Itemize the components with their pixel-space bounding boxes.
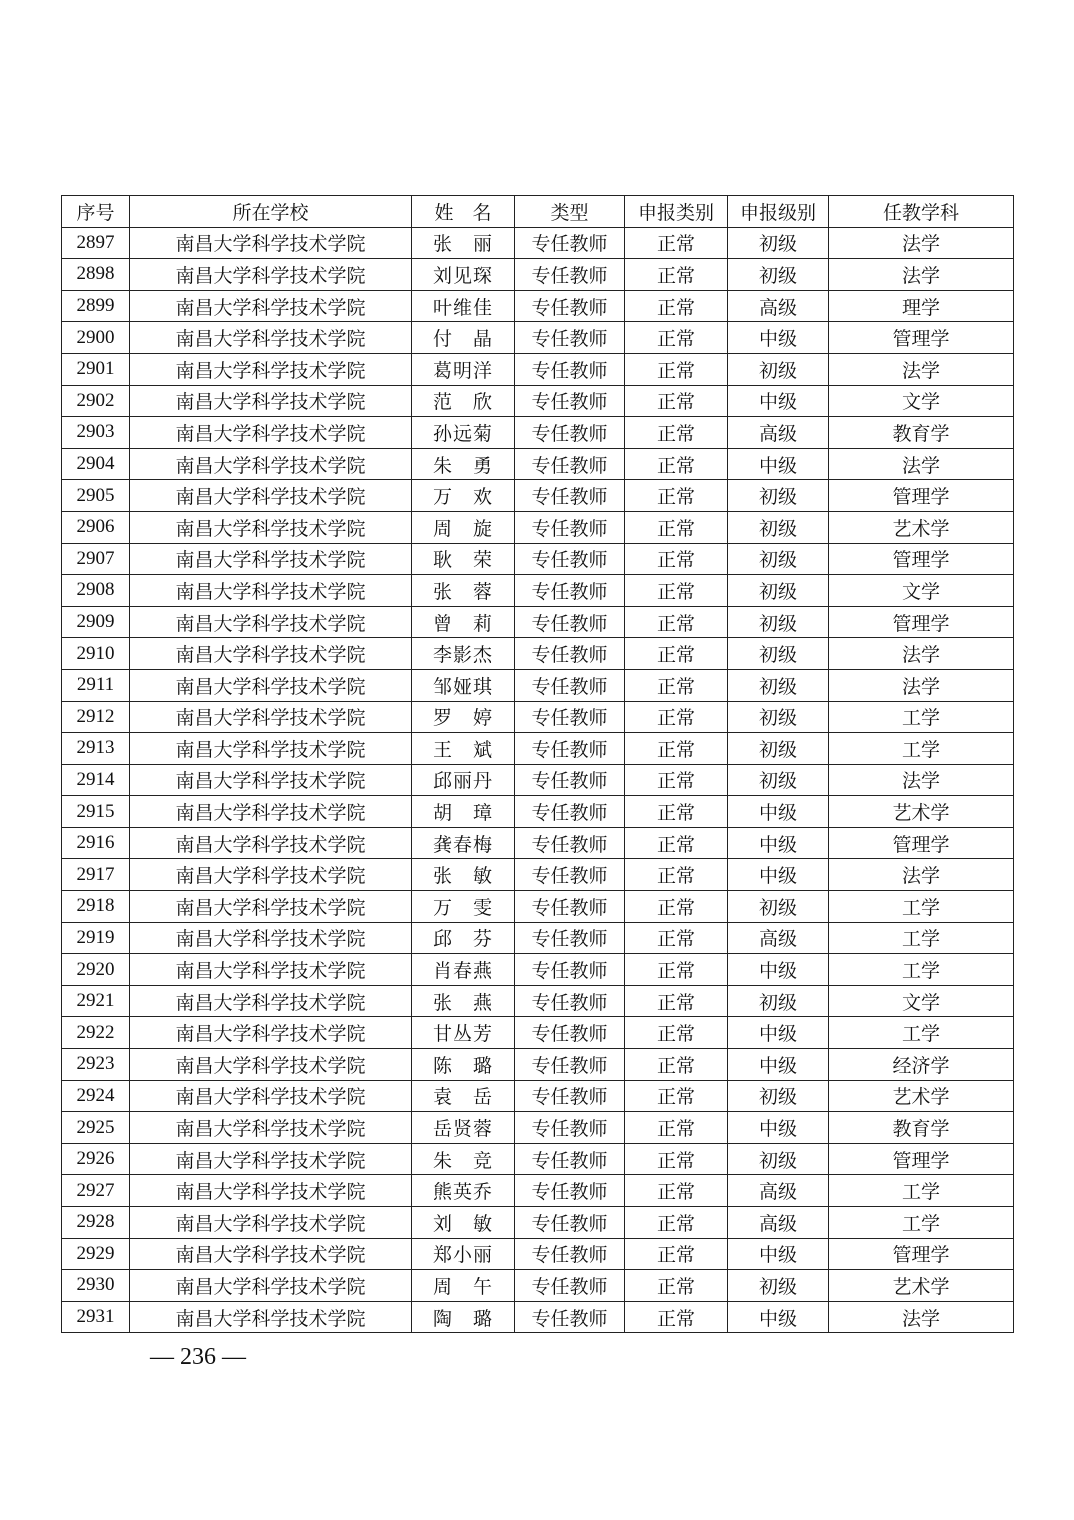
cell-category: 正常 [625,227,728,259]
table-row [62,701,1014,733]
cell-category: 正常 [625,638,728,670]
table-row [62,480,1014,512]
cell-category: 正常 [625,417,728,449]
cell-index: 2907 [62,543,130,575]
cell-index: 2897 [62,227,130,259]
cell-type: 专任教师 [515,290,625,322]
cell-category: 正常 [625,891,728,923]
cell-name: 张 燕 [412,985,515,1017]
cell-index: 2929 [62,1238,130,1270]
cell-level: 中级 [728,322,829,354]
cell-name: 万 雯 [412,891,515,923]
cell-index: 2924 [62,1080,130,1112]
cell-school: 南昌大学科学技术学院 [130,543,412,575]
cell-subject: 法学 [829,353,1014,385]
table-row [62,827,1014,859]
cell-type: 专任教师 [515,1049,625,1081]
cell-subject: 法学 [829,764,1014,796]
cell-index: 2906 [62,511,130,543]
cell-school: 南昌大学科学技术学院 [130,1049,412,1081]
table-row [62,1207,1014,1239]
cell-subject: 文学 [829,385,1014,417]
table-row [62,1301,1014,1333]
cell-level: 中级 [728,448,829,480]
cell-name: 周 午 [412,1270,515,1302]
cell-level: 初级 [728,543,829,575]
cell-school: 南昌大学科学技术学院 [130,954,412,986]
cell-type: 专任教师 [515,638,625,670]
cell-index: 2902 [62,385,130,417]
cell-level: 初级 [728,1270,829,1302]
cell-index: 2900 [62,322,130,354]
cell-subject: 理学 [829,290,1014,322]
table-row [62,543,1014,575]
header-type: 类型 [515,196,625,228]
table-row [62,1017,1014,1049]
cell-name: 邹娅琪 [412,669,515,701]
cell-subject: 艺术学 [829,511,1014,543]
cell-category: 正常 [625,1301,728,1333]
cell-category: 正常 [625,543,728,575]
cell-level: 中级 [728,827,829,859]
table-row [62,290,1014,322]
cell-school: 南昌大学科学技术学院 [130,448,412,480]
cell-subject: 经济学 [829,1049,1014,1081]
cell-category: 正常 [625,954,728,986]
cell-level: 初级 [728,575,829,607]
cell-name: 万 欢 [412,480,515,512]
cell-category: 正常 [625,606,728,638]
cell-subject: 法学 [829,669,1014,701]
cell-index: 2931 [62,1301,130,1333]
cell-name: 李影杰 [412,638,515,670]
cell-subject: 文学 [829,575,1014,607]
cell-type: 专任教师 [515,322,625,354]
table-row [62,859,1014,891]
cell-school: 南昌大学科学技术学院 [130,480,412,512]
cell-type: 专任教师 [515,764,625,796]
cell-name: 张 敏 [412,859,515,891]
cell-subject: 法学 [829,259,1014,291]
cell-subject: 教育学 [829,1112,1014,1144]
cell-index: 2925 [62,1112,130,1144]
table-row [62,764,1014,796]
teacher-roster-table [61,195,1014,1333]
cell-type: 专任教师 [515,859,625,891]
cell-school: 南昌大学科学技术学院 [130,322,412,354]
cell-level: 初级 [728,891,829,923]
cell-school: 南昌大学科学技术学院 [130,1270,412,1302]
cell-index: 2899 [62,290,130,322]
table-row [62,511,1014,543]
cell-level: 中级 [728,954,829,986]
cell-name: 陈 璐 [412,1049,515,1081]
cell-subject: 法学 [829,448,1014,480]
cell-school: 南昌大学科学技术学院 [130,1017,412,1049]
cell-school: 南昌大学科学技术学院 [130,1175,412,1207]
cell-school: 南昌大学科学技术学院 [130,385,412,417]
cell-school: 南昌大学科学技术学院 [130,417,412,449]
header-subject: 任教学科 [829,196,1014,228]
table-row [62,1112,1014,1144]
cell-level: 中级 [728,796,829,828]
cell-name: 罗 婷 [412,701,515,733]
cell-category: 正常 [625,859,728,891]
cell-subject: 法学 [829,1301,1014,1333]
cell-index: 2922 [62,1017,130,1049]
table-row [62,417,1014,449]
cell-name: 岳贤蓉 [412,1112,515,1144]
cell-index: 2928 [62,1207,130,1239]
table-row [62,669,1014,701]
cell-school: 南昌大学科学技术学院 [130,859,412,891]
cell-school: 南昌大学科学技术学院 [130,227,412,259]
cell-school: 南昌大学科学技术学院 [130,1238,412,1270]
table-row [62,954,1014,986]
cell-school: 南昌大学科学技术学院 [130,891,412,923]
cell-type: 专任教师 [515,1207,625,1239]
cell-level: 中级 [728,1301,829,1333]
header-school: 所在学校 [130,196,412,228]
cell-category: 正常 [625,796,728,828]
cell-subject: 工学 [829,1175,1014,1207]
cell-name: 范 欣 [412,385,515,417]
cell-index: 2901 [62,353,130,385]
cell-index: 2927 [62,1175,130,1207]
cell-name: 张 蓉 [412,575,515,607]
cell-category: 正常 [625,575,728,607]
cell-level: 初级 [728,1080,829,1112]
cell-level: 初级 [728,669,829,701]
cell-level: 初级 [728,606,829,638]
cell-category: 正常 [625,985,728,1017]
cell-index: 2914 [62,764,130,796]
table-row [62,638,1014,670]
cell-school: 南昌大学科学技术学院 [130,1301,412,1333]
table-row [62,322,1014,354]
cell-school: 南昌大学科学技术学院 [130,638,412,670]
cell-level: 初级 [728,259,829,291]
cell-subject: 教育学 [829,417,1014,449]
cell-school: 南昌大学科学技术学院 [130,701,412,733]
header-application-level: 申报级别 [728,196,829,228]
cell-type: 专任教师 [515,1080,625,1112]
cell-name: 胡 璋 [412,796,515,828]
cell-subject: 管理学 [829,480,1014,512]
cell-school: 南昌大学科学技术学院 [130,764,412,796]
cell-name: 邱丽丹 [412,764,515,796]
cell-level: 高级 [728,1207,829,1239]
cell-subject: 工学 [829,891,1014,923]
cell-name: 付 晶 [412,322,515,354]
cell-category: 正常 [625,733,728,765]
cell-category: 正常 [625,1207,728,1239]
cell-index: 2910 [62,638,130,670]
cell-type: 专任教师 [515,353,625,385]
cell-index: 2917 [62,859,130,891]
cell-level: 高级 [728,1175,829,1207]
cell-school: 南昌大学科学技术学院 [130,827,412,859]
cell-level: 初级 [728,638,829,670]
cell-level: 初级 [728,480,829,512]
cell-level: 初级 [728,701,829,733]
cell-category: 正常 [625,701,728,733]
cell-category: 正常 [625,1112,728,1144]
cell-school: 南昌大学科学技术学院 [130,290,412,322]
cell-category: 正常 [625,922,728,954]
cell-subject: 文学 [829,985,1014,1017]
cell-type: 专任教师 [515,985,625,1017]
cell-name: 张 丽 [412,227,515,259]
cell-subject: 艺术学 [829,1080,1014,1112]
cell-name: 袁 岳 [412,1080,515,1112]
cell-subject: 法学 [829,227,1014,259]
cell-school: 南昌大学科学技术学院 [130,796,412,828]
cell-name: 郑小丽 [412,1238,515,1270]
cell-name: 刘见琛 [412,259,515,291]
cell-school: 南昌大学科学技术学院 [130,1143,412,1175]
cell-level: 中级 [728,385,829,417]
cell-level: 中级 [728,1238,829,1270]
cell-index: 2918 [62,891,130,923]
cell-index: 2926 [62,1143,130,1175]
table-row [62,259,1014,291]
cell-index: 2913 [62,733,130,765]
cell-level: 初级 [728,511,829,543]
cell-category: 正常 [625,448,728,480]
cell-subject: 管理学 [829,827,1014,859]
table-row [62,1175,1014,1207]
cell-name: 邱 芬 [412,922,515,954]
cell-index: 2912 [62,701,130,733]
cell-subject: 工学 [829,954,1014,986]
cell-category: 正常 [625,1049,728,1081]
cell-subject: 工学 [829,1207,1014,1239]
cell-subject: 艺术学 [829,1270,1014,1302]
cell-category: 正常 [625,290,728,322]
cell-name: 肖春燕 [412,954,515,986]
cell-type: 专任教师 [515,606,625,638]
cell-subject: 工学 [829,701,1014,733]
cell-index: 2905 [62,480,130,512]
cell-name: 耿 荣 [412,543,515,575]
cell-name: 龚春梅 [412,827,515,859]
cell-category: 正常 [625,1017,728,1049]
cell-type: 专任教师 [515,1143,625,1175]
cell-school: 南昌大学科学技术学院 [130,985,412,1017]
table-row [62,1143,1014,1175]
cell-school: 南昌大学科学技术学院 [130,259,412,291]
cell-school: 南昌大学科学技术学院 [130,353,412,385]
cell-category: 正常 [625,511,728,543]
cell-type: 专任教师 [515,1301,625,1333]
cell-school: 南昌大学科学技术学院 [130,511,412,543]
cell-category: 正常 [625,259,728,291]
cell-type: 专任教师 [515,669,625,701]
cell-name: 王 斌 [412,733,515,765]
cell-type: 专任教师 [515,1270,625,1302]
cell-type: 专任教师 [515,385,625,417]
cell-level: 初级 [728,353,829,385]
cell-school: 南昌大学科学技术学院 [130,1080,412,1112]
cell-category: 正常 [625,353,728,385]
table-row [62,1049,1014,1081]
cell-type: 专任教师 [515,1112,625,1144]
cell-level: 中级 [728,1049,829,1081]
table-row [62,733,1014,765]
cell-name: 朱 勇 [412,448,515,480]
cell-subject: 工学 [829,1017,1014,1049]
header-application-category: 申报类别 [625,196,728,228]
cell-name: 葛明洋 [412,353,515,385]
table-row [62,575,1014,607]
table-row [62,385,1014,417]
header-name: 姓 名 [412,196,515,228]
cell-subject: 管理学 [829,322,1014,354]
cell-category: 正常 [625,1080,728,1112]
cell-name: 周 旋 [412,511,515,543]
cell-type: 专任教师 [515,701,625,733]
cell-level: 高级 [728,417,829,449]
cell-subject: 工学 [829,733,1014,765]
cell-index: 2923 [62,1049,130,1081]
cell-type: 专任教师 [515,480,625,512]
cell-category: 正常 [625,385,728,417]
cell-type: 专任教师 [515,543,625,575]
cell-type: 专任教师 [515,954,625,986]
cell-index: 2903 [62,417,130,449]
cell-category: 正常 [625,1175,728,1207]
cell-school: 南昌大学科学技术学院 [130,1112,412,1144]
cell-level: 初级 [728,227,829,259]
table-row [62,796,1014,828]
cell-category: 正常 [625,827,728,859]
cell-type: 专任教师 [515,827,625,859]
cell-index: 2916 [62,827,130,859]
table-header-row [62,196,1014,228]
cell-level: 初级 [728,764,829,796]
cell-subject: 工学 [829,922,1014,954]
cell-name: 刘 敏 [412,1207,515,1239]
table-row [62,985,1014,1017]
cell-level: 初级 [728,733,829,765]
cell-level: 初级 [728,1143,829,1175]
cell-level: 中级 [728,1017,829,1049]
cell-index: 2911 [62,669,130,701]
cell-subject: 管理学 [829,606,1014,638]
cell-school: 南昌大学科学技术学院 [130,606,412,638]
cell-index: 2909 [62,606,130,638]
cell-category: 正常 [625,1143,728,1175]
table-row [62,891,1014,923]
cell-index: 2904 [62,448,130,480]
table-row [62,448,1014,480]
cell-category: 正常 [625,1238,728,1270]
cell-type: 专任教师 [515,1017,625,1049]
cell-category: 正常 [625,1270,728,1302]
cell-index: 2908 [62,575,130,607]
cell-category: 正常 [625,322,728,354]
cell-level: 初级 [728,985,829,1017]
cell-type: 专任教师 [515,227,625,259]
cell-type: 专任教师 [515,575,625,607]
cell-type: 专任教师 [515,1238,625,1270]
table-row [62,1238,1014,1270]
table-row [62,353,1014,385]
cell-index: 2919 [62,922,130,954]
cell-name: 甘丛芳 [412,1017,515,1049]
cell-school: 南昌大学科学技术学院 [130,575,412,607]
cell-type: 专任教师 [515,733,625,765]
table-row [62,922,1014,954]
cell-type: 专任教师 [515,1175,625,1207]
cell-category: 正常 [625,669,728,701]
cell-type: 专任教师 [515,448,625,480]
header-index: 序号 [62,196,130,228]
cell-level: 高级 [728,922,829,954]
cell-category: 正常 [625,480,728,512]
cell-index: 2915 [62,796,130,828]
cell-subject: 法学 [829,638,1014,670]
cell-subject: 管理学 [829,543,1014,575]
table-row [62,1080,1014,1112]
cell-level: 中级 [728,859,829,891]
cell-level: 高级 [728,290,829,322]
cell-subject: 管理学 [829,1238,1014,1270]
cell-type: 专任教师 [515,511,625,543]
cell-school: 南昌大学科学技术学院 [130,669,412,701]
cell-type: 专任教师 [515,417,625,449]
cell-type: 专任教师 [515,891,625,923]
cell-index: 2898 [62,259,130,291]
cell-subject: 法学 [829,859,1014,891]
cell-name: 朱 竞 [412,1143,515,1175]
cell-type: 专任教师 [515,796,625,828]
cell-name: 叶维佳 [412,290,515,322]
cell-category: 正常 [625,764,728,796]
page-number: — 236 — [150,1344,246,1370]
cell-school: 南昌大学科学技术学院 [130,1207,412,1239]
table-row [62,1270,1014,1302]
cell-subject: 管理学 [829,1143,1014,1175]
table-row [62,606,1014,638]
cell-index: 2921 [62,985,130,1017]
cell-name: 熊英乔 [412,1175,515,1207]
cell-name: 陶 璐 [412,1301,515,1333]
cell-subject: 艺术学 [829,796,1014,828]
cell-name: 孙远菊 [412,417,515,449]
cell-level: 中级 [728,1112,829,1144]
cell-school: 南昌大学科学技术学院 [130,733,412,765]
cell-school: 南昌大学科学技术学院 [130,922,412,954]
cell-type: 专任教师 [515,259,625,291]
cell-name: 曾 莉 [412,606,515,638]
cell-index: 2930 [62,1270,130,1302]
cell-index: 2920 [62,954,130,986]
cell-type: 专任教师 [515,922,625,954]
table-row [62,227,1014,259]
